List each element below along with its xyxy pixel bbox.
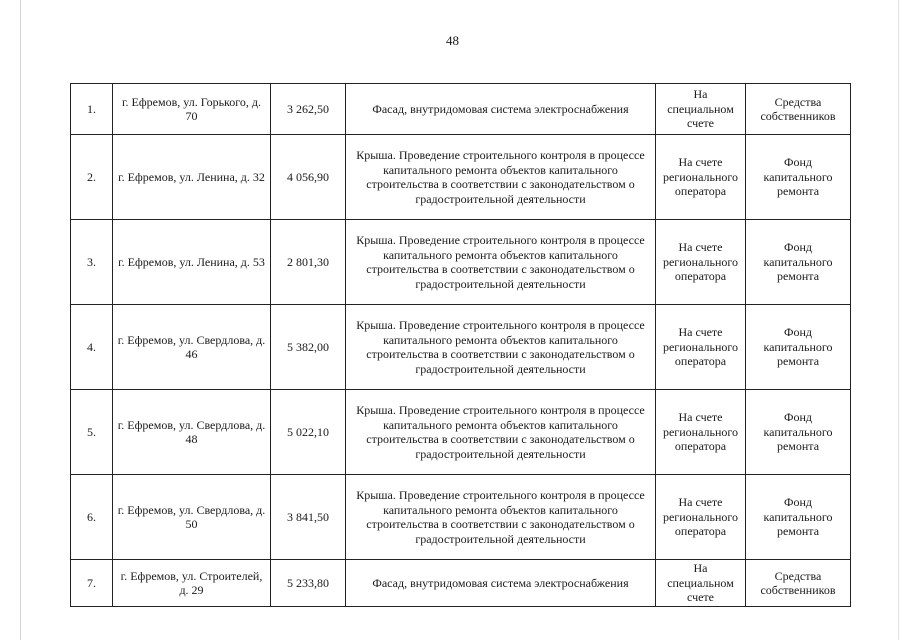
table-row (71, 305, 851, 390)
row-number: 6. (71, 475, 113, 560)
repair-program-table (70, 83, 851, 607)
funding-source-cell: Средства собственников (746, 560, 851, 607)
account-cell: На специальном счете (656, 84, 746, 135)
account-cell: На счете регионального оператора (656, 305, 746, 390)
address-cell: г. Ефремов, ул. Свердлова, д. 48 (113, 390, 271, 475)
work-type-cell: Крыша. Проведение строительного контроля в процессе капитального ремонта объектов капитального строительства в соответствии с законодательством о градостроительной деятельности (346, 135, 656, 220)
address-cell: г. Ефремов, ул. Свердлова, д. 46 (113, 305, 271, 390)
table-row (71, 475, 851, 560)
account-cell: На счете регионального оператора (656, 220, 746, 305)
row-number: 1. (71, 84, 113, 135)
funding-source-cell: Фонд капитального ремонта (746, 305, 851, 390)
table-row (71, 135, 851, 220)
address-cell: г. Ефремов, ул. Ленина, д. 32 (113, 135, 271, 220)
table-row (71, 560, 851, 607)
page-number: 48 (446, 33, 459, 48)
work-type-cell: Крыша. Проведение строительного контроля в процессе капитального ремонта объектов капитального строительства в соответствии с законодательством о градостроительной деятельности (346, 305, 656, 390)
area-cell: 5 382,00 (271, 305, 346, 390)
row-number: 3. (71, 220, 113, 305)
row-number: 7. (71, 560, 113, 607)
account-cell: На счете регионального оператора (656, 390, 746, 475)
area-cell: 2 801,30 (271, 220, 346, 305)
area-cell: 4 056,90 (271, 135, 346, 220)
area-cell: 5 233,80 (271, 560, 346, 607)
row-number: 2. (71, 135, 113, 220)
table-row (71, 220, 851, 305)
scan-left-edge (20, 0, 21, 640)
work-type-cell: Крыша. Проведение строительного контроля в процессе капитального ремонта объектов капитального строительства в соответствии с законодательством о градостроительной деятельности (346, 220, 656, 305)
work-type-cell: Фасад, внутридомовая система электроснабжения (346, 84, 656, 135)
row-number: 4. (71, 305, 113, 390)
account-cell: На счете регионального оператора (656, 475, 746, 560)
funding-source-cell: Фонд капитального ремонта (746, 390, 851, 475)
funding-source-cell: Фонд капитального ремонта (746, 135, 851, 220)
scan-right-edge (898, 0, 899, 640)
address-cell: г. Ефремов, ул. Строителей, д. 29 (113, 560, 271, 607)
row-number: 5. (71, 390, 113, 475)
funding-source-cell: Средства собственников (746, 84, 851, 135)
account-cell: На счете регионального оператора (656, 135, 746, 220)
address-cell: г. Ефремов, ул. Свердлова, д. 50 (113, 475, 271, 560)
work-type-cell: Крыша. Проведение строительного контроля в процессе капитального ремонта объектов капитального строительства в соответствии с законодательством о градостроительной деятельности (346, 390, 656, 475)
area-cell: 3 262,50 (271, 84, 346, 135)
area-cell: 5 022,10 (271, 390, 346, 475)
work-type-cell: Фасад, внутридомовая система электроснабжения (346, 560, 656, 607)
work-type-cell: Крыша. Проведение строительного контроля в процессе капитального ремонта объектов капитального строительства в соответствии с законодательством о градостроительной деятельности (346, 475, 656, 560)
funding-source-cell: Фонд капитального ремонта (746, 475, 851, 560)
area-cell: 3 841,50 (271, 475, 346, 560)
address-cell: г. Ефремов, ул. Ленина, д. 53 (113, 220, 271, 305)
table-row (71, 390, 851, 475)
address-cell: г. Ефремов, ул. Горького, д. 70 (113, 84, 271, 135)
funding-source-cell: Фонд капитального ремонта (746, 220, 851, 305)
account-cell: На специальном счете (656, 560, 746, 607)
table-row (71, 84, 851, 135)
